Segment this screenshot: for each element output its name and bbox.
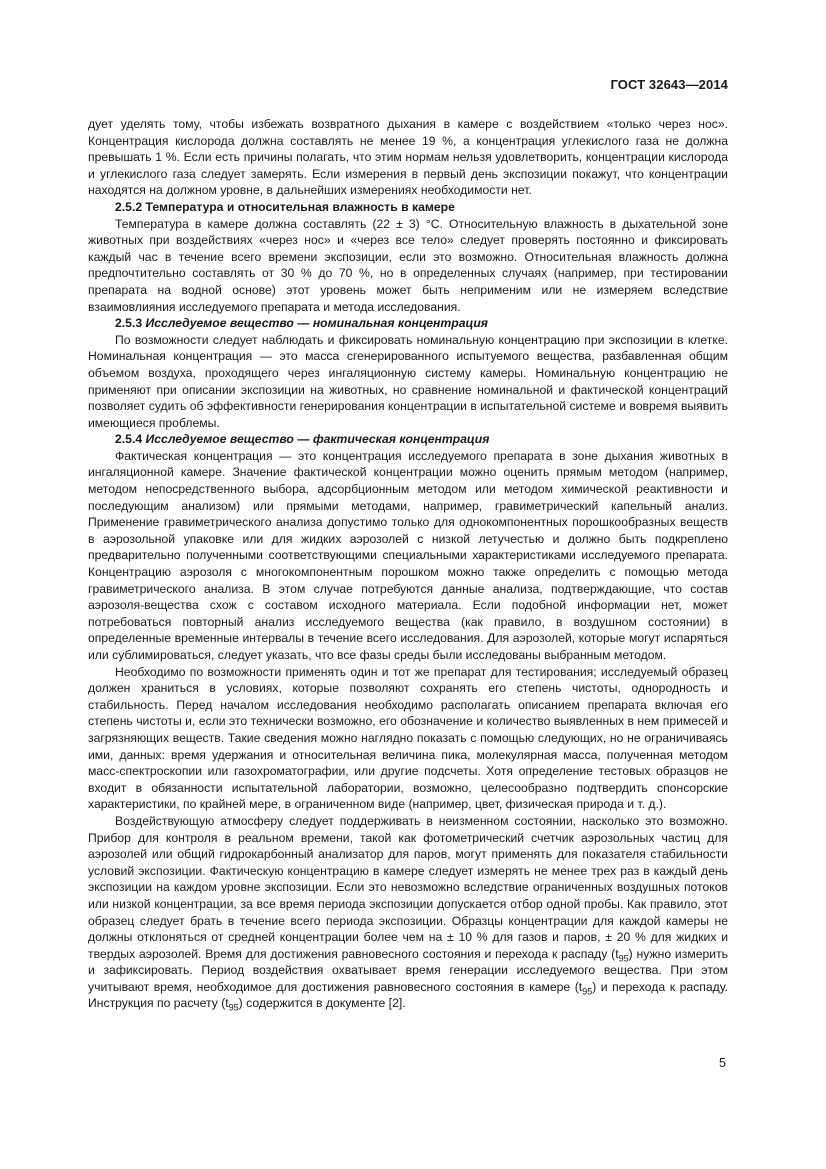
paragraph-actual-concentration: Фактическая концентрация — это концентрация исследуемого препарата в зоне дыхания животных в ингаляционной камере. Значение фактической концентрации можно оценить прямым методом (например, методом непосредственного выбора, адсорбционным методом или методом химической реактивности и последующим анализом) или прямыми методами, например, гравиметрический капельный анализ. Применение гравиметрического анализа допустимо только для однокомпонентных порошкообразных веществ в аэрозольной упаковке или для жидких аэрозолей с низкой летучестью и должно быть подкреплено предварительно полученными соответствующими специальными характеристиками исследуемого препарата. Концентрацию аэрозоля с многокомпонентным порошком можно также определить с помощью метода гравиметрического анализа. В этом случае потребуются данные анализа, подтверждающие, что состав аэрозоля-вещества схож с составом исходного материала. Если подобной информации нет, может потребоваться повторный анализ исследуемого вещества (как правило, в воздушном состоянии) в определенные временные интервалы в течение всего исследования. Для аэрозолей, которые могут испаряться или сублимироваться, следует указать, что все фазы среды были исследованы выбранным методом. [88, 448, 728, 662]
section-title: Исследуемое вещество — номинальная концентрация [145, 316, 488, 331]
t95-symbol: $t_{95}$ [578, 979, 593, 997]
t95-symbol: $t_{95}$ [225, 996, 239, 1013]
section-title: Исследуемое вещество — фактическая концентрация [145, 432, 490, 447]
paragraph-test-substance: Необходимо по возможности применять один и тот же препарат для тестирования; исследуемый образец должен храниться в условиях, которые позволяют сохранять его степень чистоты, однородность и стабильность. Перед началом исследования необходимо располагать описанием препарата включая его степень чистоты и, если это технически возможно, его обозначение и количество выявленных в нем примесей и загрязняющих веществ. Такие сведения можно наглядно показать с помощью следующих, но не ограничиваясь ими, данных: время удержания и относительная величина пика, молекулярная масса, полученная методом масс-спектроскопии или газохроматографии, или другие подсчеты. Хотя определение тестовых образцов не входит в обязанности испытательной лаборатории, возможно, целесообразно подтвердить спонсорские характеристики, по крайней мере, в ограниченном виде (например, цвет, физическая природа и т. д.). [88, 664, 728, 812]
section-2-5-3-heading [88, 315, 728, 332]
section-number: 2.5.3 [115, 316, 143, 331]
paragraph-atmosphere [88, 813, 728, 1012]
paragraph-nominal-concentration: По возможности следует наблюдать и фиксировать номинальную концентрацию при экспозиции в клетке. Номинальная концентрация — это масса сгенерированного испытуемого вещества, разбавленная общим объемом воздуха, проходящего через ингаляционную систему камеры. Номинальную концентрацию не применяют при описании экспозиции на животных, но сравнение номинальной и фактической концентраций позволяет судить об эффективности генерирования концентрации в испытательной системе и вовремя выявить имеющиеся проблемы. [88, 332, 728, 430]
text-run: ) содержится в документе [2]. [238, 996, 406, 1011]
page-number: 5 [719, 1056, 726, 1070]
section-number: 2.5.4 [115, 432, 143, 447]
text-run: ) нужно измерить и зафиксировать. Период воздействия охватывает время генерации исследуемого вещества. При этом учитывают время, необходимое для достижения равновесного состояния в камере ( [88, 946, 728, 994]
section-2-5-2-heading [88, 199, 728, 216]
document-code-header: ГОСТ 32643—2014 [610, 77, 728, 92]
t95-symbol: $t_{95}$ [615, 946, 629, 964]
text-run: Воздействующую атмосферу следует поддерживать в неизменном состоянии, насколько это возможно. Прибор для контроля в реальном времени, такой как фотометрический счетчик аэрозольных частиц для аэрозолей или общий гидрокарбонный анализатор для паров, могут применять для показателя стабильности условий экспозиции. Фактическую концентрацию в камере следует измерять не менее трех раз в каждый день экспозиции на каждом уровне экспозиции. Если это невозможно вследствие ограниченных воздушных потоков или низкой концентрации, за все время периода экспозиции допускается отбор одной пробы. Как правило, этот образец следует брать в течение всего периода экспозиции. Образцы концентрации для каждой камеры не должны отклоняться от средней концентрации более чем на ± 10 % для газов и паров, ± 20 % для жидких и твердых аэрозолей. Время для достижения равновесного состояния и перехода к распаду ( [88, 813, 728, 961]
section-title: Температура и относительная влажность в камере [145, 199, 455, 214]
section-number: 2.5.2 [115, 199, 143, 214]
text-run: ) и перехода к распаду. Инструкция по расчету ( [88, 979, 728, 1011]
paragraph-temperature: Температура в камере должна составлять (22 ± 3) °С. Относительную влажность в дыхательной зоне животных при воздействиях «через нос» и «через все тело» следует проверять постоянно и фиксировать каждый час в течение всего времени экспозиции, если это возможно. Относительная влажность должна предпочтительно составлять от 30 % до 70 %, но в определенных случаях (например, при тестировании препарата на водной основе) этот уровень может быть неприменим или не измеряем вследствие взаимовлияния исследуемого препарата и метода исследования. [88, 216, 728, 314]
document-body [88, 116, 728, 1012]
paragraph-continued: дует уделять тому, чтобы избежать возвратного дыхания в камере с воздействием «только через нос». Концентрация кислорода должна составлять не менее 19 %, а концентрация углекислого газа не должна превышать 1 %. Если есть причины полагать, что этим нормам нельзя удовлетворить, концентрации кислорода и углекислого газа следует замерять. Если измерения в первый день экспозиции покажут, что концентрации находятся на должном уровне, в дальнейших измерениях необходимости нет. [88, 117, 728, 198]
section-2-5-4-heading [88, 431, 728, 448]
